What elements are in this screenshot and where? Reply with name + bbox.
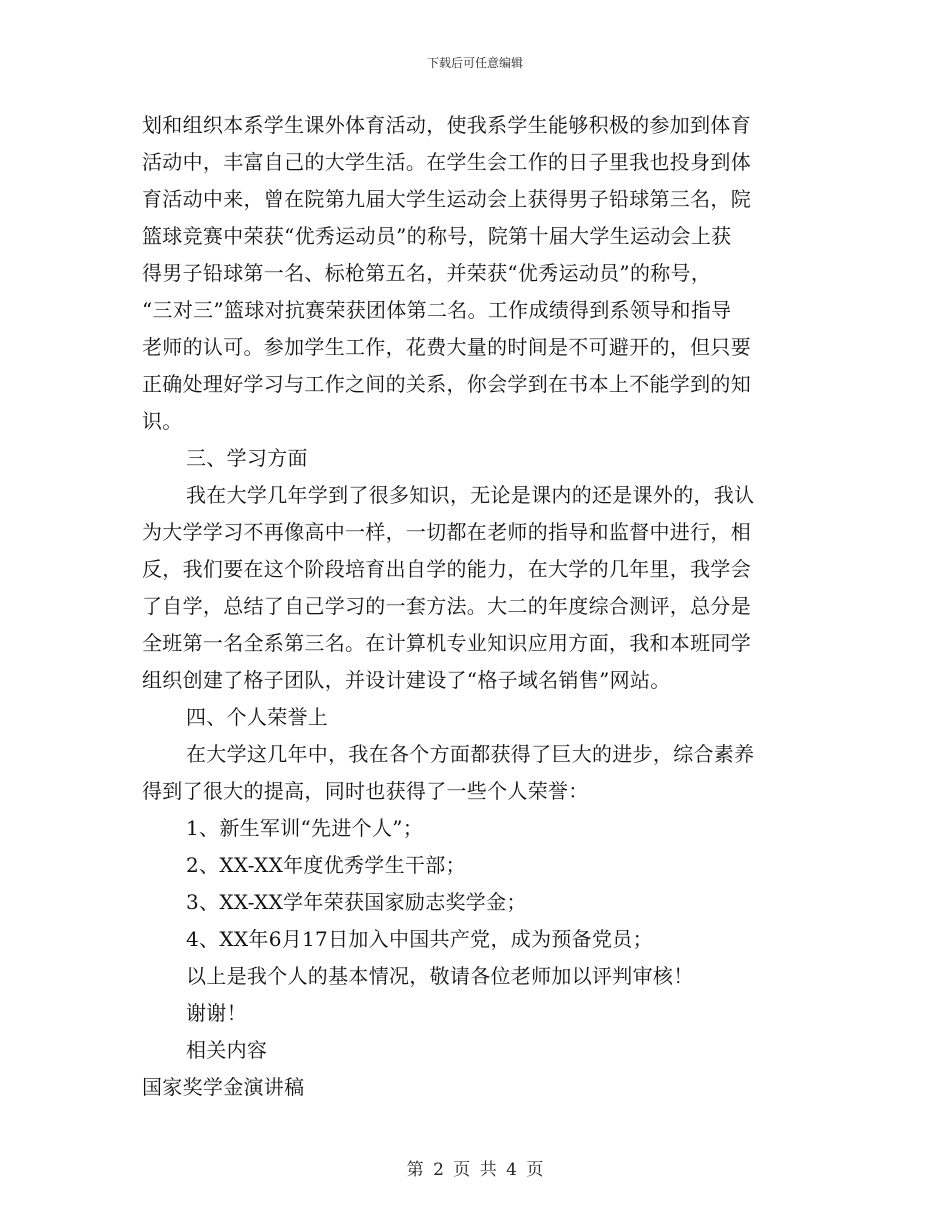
- honor-item: 1、新生军训“先进个人”；: [186, 816, 424, 840]
- body-line: 老师的认可。参加学生工作，花费大量的时间是不可避开的，但只要: [142, 335, 751, 359]
- body-line: 在大学这几年中，我在各个方面都获得了巨大的进步，综合素养: [186, 742, 755, 766]
- thanks-line: 谢谢！: [186, 1001, 247, 1025]
- body-line: 我在大学几年学到了很多知识，无论是课内的还是课外的，我认: [186, 483, 755, 507]
- body-line: 得到了很大的提高，同时也获得了一些个人荣誉：: [142, 779, 589, 803]
- body-line: 育活动中来，曾在院第九届大学生运动会上获得男子铅球第三名，院: [142, 187, 751, 211]
- closing-line: 以上是我个人的基本情况，敬请各位老师加以评判审核！: [186, 964, 694, 988]
- page-header: 下载后可任意编辑: [426, 56, 523, 70]
- body-line: 反，我们要在这个阶段培育出自学的能力，在大学的几年里，我学会: [142, 557, 751, 581]
- honor-item: 4、XX年6月17日加入中国共产党，成为预备党员；: [186, 927, 653, 951]
- honor-item: 3、XX-XX学年荣获国家励志奖学金；: [186, 890, 527, 914]
- body-line: 篮球竞赛中荣获“优秀运动员”的称号，院第十届大学生运动会上获: [142, 224, 732, 248]
- page-footer: 第 2 页 共 4 页: [406, 1160, 544, 1180]
- body-line: 全班第一名全系第三名。在计算机专业知识应用方面，我和本班同学: [142, 631, 751, 655]
- body-line: 组织创建了格子团队，并设计建设了“格子域名销售”网站。: [142, 668, 671, 692]
- body-line: “三对三”篮球对抗赛荣获团体第二名。工作成绩得到系领导和指导: [142, 298, 732, 322]
- body-line: 为大学学习不再像高中一样，一切都在老师的指导和监督中进行，相: [142, 520, 751, 544]
- related-title: 国家奖学金演讲稿: [142, 1075, 305, 1099]
- honor-item: 2、XX-XX年度优秀学生干部；: [186, 853, 466, 877]
- section-heading-study: 三、学习方面: [186, 446, 308, 470]
- body-line: 得男子铅球第一名、标枪第五名，并荣获“优秀运动员”的称号，: [142, 261, 712, 285]
- body-line: 活动中，丰富自己的大学生活。在学生会工作的日子里我也投身到体: [142, 150, 751, 174]
- body-line: 正确处理好学习与工作之间的关系，你会学到在书本上不能学到的知: [142, 372, 751, 396]
- body-line: 了自学，总结了自己学习的一套方法。大二的年度综合测评，总分是: [142, 594, 751, 618]
- body-line: 划和组织本系学生课外体育活动，使我系学生能够积极的参加到体育: [142, 113, 751, 137]
- document-body: [142, 107, 810, 1106]
- body-line: 识。: [142, 409, 183, 433]
- section-heading-honors: 四、个人荣誉上: [186, 705, 329, 729]
- related-content-label: 相关内容: [186, 1038, 268, 1062]
